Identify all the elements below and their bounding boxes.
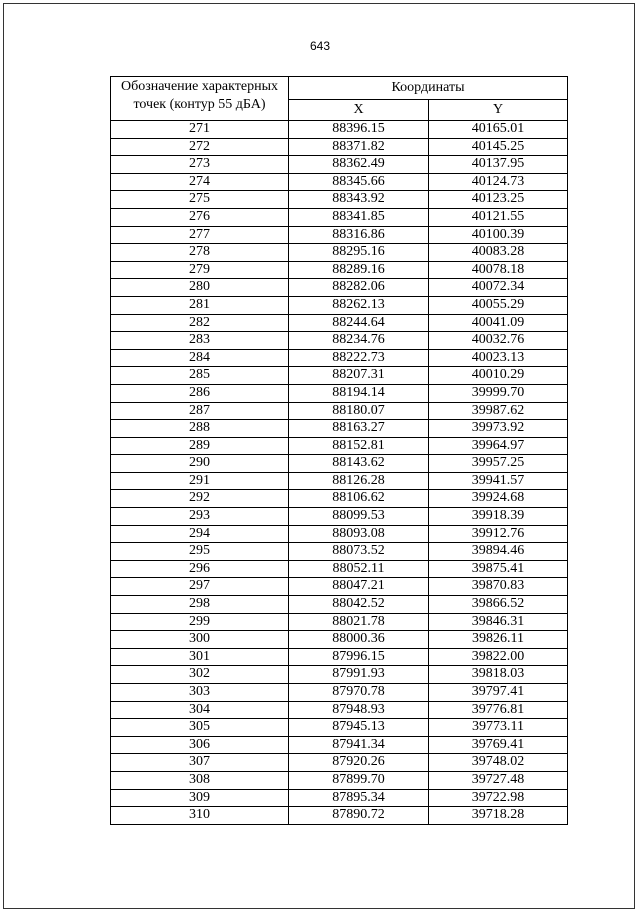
y-coordinate-cell: 40078.18 <box>429 261 568 279</box>
x-coordinate-cell: 88207.31 <box>289 367 429 385</box>
table-row <box>111 191 568 209</box>
y-coordinate-cell: 39822.00 <box>429 648 568 666</box>
point-id-cell: 293 <box>111 508 289 526</box>
point-id-cell: 301 <box>111 648 289 666</box>
x-coordinate-cell: 88000.36 <box>289 631 429 649</box>
point-id-cell: 274 <box>111 173 289 191</box>
x-coordinate-cell: 88073.52 <box>289 543 429 561</box>
table-row <box>111 789 568 807</box>
x-header: X <box>289 100 429 121</box>
table-row <box>111 807 568 825</box>
point-id-cell: 310 <box>111 807 289 825</box>
x-coordinate-cell: 87996.15 <box>289 648 429 666</box>
y-coordinate-cell: 39748.02 <box>429 754 568 772</box>
point-id-cell: 279 <box>111 261 289 279</box>
coordinates-table <box>110 76 568 825</box>
y-coordinate-cell: 39918.39 <box>429 508 568 526</box>
x-coordinate-cell: 88396.15 <box>289 121 429 139</box>
table-row <box>111 596 568 614</box>
y-coordinate-cell: 39870.83 <box>429 578 568 596</box>
point-id-cell: 299 <box>111 613 289 631</box>
table-row <box>111 736 568 754</box>
point-id-cell: 302 <box>111 666 289 684</box>
point-id-cell: 298 <box>111 596 289 614</box>
point-id-cell: 305 <box>111 719 289 737</box>
table-row <box>111 578 568 596</box>
x-coordinate-cell: 88047.21 <box>289 578 429 596</box>
point-id-cell: 273 <box>111 156 289 174</box>
table-row <box>111 472 568 490</box>
point-id-cell: 303 <box>111 684 289 702</box>
point-id-cell: 291 <box>111 472 289 490</box>
x-coordinate-cell: 88343.92 <box>289 191 429 209</box>
table-row <box>111 648 568 666</box>
y-coordinate-cell: 39924.68 <box>429 490 568 508</box>
x-coordinate-cell: 88362.49 <box>289 156 429 174</box>
table-row <box>111 314 568 332</box>
table-row <box>111 261 568 279</box>
table-row <box>111 332 568 350</box>
x-coordinate-cell: 87991.93 <box>289 666 429 684</box>
point-id-cell: 306 <box>111 736 289 754</box>
x-coordinate-cell: 88345.66 <box>289 173 429 191</box>
x-coordinate-cell: 87895.34 <box>289 789 429 807</box>
x-coordinate-cell: 88282.06 <box>289 279 429 297</box>
x-coordinate-cell: 88180.07 <box>289 402 429 420</box>
y-coordinate-cell: 39846.31 <box>429 613 568 631</box>
point-id-cell: 297 <box>111 578 289 596</box>
point-id-cell: 304 <box>111 701 289 719</box>
table-row <box>111 208 568 226</box>
x-coordinate-cell: 88106.62 <box>289 490 429 508</box>
x-coordinate-cell: 88143.62 <box>289 455 429 473</box>
point-id-cell: 289 <box>111 437 289 455</box>
x-coordinate-cell: 87899.70 <box>289 771 429 789</box>
table-row <box>111 560 568 578</box>
y-coordinate-cell: 39818.03 <box>429 666 568 684</box>
point-id-cell: 292 <box>111 490 289 508</box>
x-coordinate-cell: 88042.52 <box>289 596 429 614</box>
point-label-header: Обозначение характерных точек (контур 55 дБА) <box>111 77 289 121</box>
table-row <box>111 402 568 420</box>
x-coordinate-cell: 88021.78 <box>289 613 429 631</box>
table-row <box>111 701 568 719</box>
x-coordinate-cell: 88289.16 <box>289 261 429 279</box>
point-id-cell: 307 <box>111 754 289 772</box>
coordinates-header: Координаты <box>289 77 568 100</box>
x-coordinate-cell: 88316.86 <box>289 226 429 244</box>
table-row <box>111 279 568 297</box>
y-header: Y <box>429 100 568 121</box>
y-coordinate-cell: 39973.92 <box>429 420 568 438</box>
y-coordinate-cell: 40041.09 <box>429 314 568 332</box>
y-coordinate-cell: 40072.34 <box>429 279 568 297</box>
y-coordinate-cell: 39826.11 <box>429 631 568 649</box>
x-coordinate-cell: 88152.81 <box>289 437 429 455</box>
table-row <box>111 684 568 702</box>
y-coordinate-cell: 39773.11 <box>429 719 568 737</box>
point-id-cell: 300 <box>111 631 289 649</box>
y-coordinate-cell: 40010.29 <box>429 367 568 385</box>
x-coordinate-cell: 88234.76 <box>289 332 429 350</box>
point-id-cell: 285 <box>111 367 289 385</box>
x-coordinate-cell: 87941.34 <box>289 736 429 754</box>
x-coordinate-cell: 88244.64 <box>289 314 429 332</box>
x-coordinate-cell: 87948.93 <box>289 701 429 719</box>
x-coordinate-cell: 88341.85 <box>289 208 429 226</box>
table-row <box>111 367 568 385</box>
y-coordinate-cell: 39722.98 <box>429 789 568 807</box>
table-row <box>111 525 568 543</box>
table-row <box>111 666 568 684</box>
table-row <box>111 771 568 789</box>
y-coordinate-cell: 39727.48 <box>429 771 568 789</box>
y-coordinate-cell: 40123.25 <box>429 191 568 209</box>
point-id-cell: 286 <box>111 384 289 402</box>
point-id-cell: 278 <box>111 244 289 262</box>
y-coordinate-cell: 40165.01 <box>429 121 568 139</box>
point-id-cell: 290 <box>111 455 289 473</box>
x-coordinate-cell: 87890.72 <box>289 807 429 825</box>
y-coordinate-cell: 39957.25 <box>429 455 568 473</box>
x-coordinate-cell: 88222.73 <box>289 349 429 367</box>
y-coordinate-cell: 40124.73 <box>429 173 568 191</box>
y-coordinate-cell: 39964.97 <box>429 437 568 455</box>
x-coordinate-cell: 88262.13 <box>289 296 429 314</box>
table-row <box>111 244 568 262</box>
y-coordinate-cell: 39866.52 <box>429 596 568 614</box>
point-id-cell: 276 <box>111 208 289 226</box>
y-coordinate-cell: 39776.81 <box>429 701 568 719</box>
table-row <box>111 719 568 737</box>
point-id-cell: 294 <box>111 525 289 543</box>
x-coordinate-cell: 87920.26 <box>289 754 429 772</box>
y-coordinate-cell: 40100.39 <box>429 226 568 244</box>
y-coordinate-cell: 40032.76 <box>429 332 568 350</box>
point-id-cell: 296 <box>111 560 289 578</box>
y-coordinate-cell: 39912.76 <box>429 525 568 543</box>
y-coordinate-cell: 39987.62 <box>429 402 568 420</box>
table-row <box>111 296 568 314</box>
point-id-cell: 275 <box>111 191 289 209</box>
y-coordinate-cell: 39797.41 <box>429 684 568 702</box>
y-coordinate-cell: 39718.28 <box>429 807 568 825</box>
table-row <box>111 631 568 649</box>
x-coordinate-cell: 88099.53 <box>289 508 429 526</box>
table-row <box>111 508 568 526</box>
point-id-cell: 280 <box>111 279 289 297</box>
y-coordinate-cell: 39999.70 <box>429 384 568 402</box>
y-coordinate-cell: 39769.41 <box>429 736 568 754</box>
table-row <box>111 138 568 156</box>
point-id-cell: 287 <box>111 402 289 420</box>
y-coordinate-cell: 39941.57 <box>429 472 568 490</box>
point-id-cell: 281 <box>111 296 289 314</box>
point-id-cell: 288 <box>111 420 289 438</box>
point-id-cell: 283 <box>111 332 289 350</box>
table-row <box>111 754 568 772</box>
y-coordinate-cell: 39875.41 <box>429 560 568 578</box>
x-coordinate-cell: 88126.28 <box>289 472 429 490</box>
y-coordinate-cell: 39894.46 <box>429 543 568 561</box>
x-coordinate-cell: 88371.82 <box>289 138 429 156</box>
y-coordinate-cell: 40083.28 <box>429 244 568 262</box>
table-row <box>111 437 568 455</box>
table-row <box>111 226 568 244</box>
table-row <box>111 173 568 191</box>
point-id-cell: 308 <box>111 771 289 789</box>
x-coordinate-cell: 88194.14 <box>289 384 429 402</box>
page-number: 643 <box>309 39 331 53</box>
x-coordinate-cell: 87970.78 <box>289 684 429 702</box>
x-coordinate-cell: 88093.08 <box>289 525 429 543</box>
point-id-cell: 309 <box>111 789 289 807</box>
table-row <box>111 420 568 438</box>
table-row <box>111 349 568 367</box>
point-id-cell: 282 <box>111 314 289 332</box>
y-coordinate-cell: 40121.55 <box>429 208 568 226</box>
table-row <box>111 384 568 402</box>
table-body <box>111 121 568 825</box>
point-id-cell: 295 <box>111 543 289 561</box>
y-coordinate-cell: 40055.29 <box>429 296 568 314</box>
header-row-top <box>111 77 568 100</box>
table-row <box>111 156 568 174</box>
table-row <box>111 613 568 631</box>
table-row <box>111 543 568 561</box>
x-coordinate-cell: 88052.11 <box>289 560 429 578</box>
x-coordinate-cell: 87945.13 <box>289 719 429 737</box>
y-coordinate-cell: 40137.95 <box>429 156 568 174</box>
x-coordinate-cell: 88295.16 <box>289 244 429 262</box>
x-coordinate-cell: 88163.27 <box>289 420 429 438</box>
point-id-cell: 271 <box>111 121 289 139</box>
table-row <box>111 490 568 508</box>
point-id-cell: 277 <box>111 226 289 244</box>
y-coordinate-cell: 40145.25 <box>429 138 568 156</box>
y-coordinate-cell: 40023.13 <box>429 349 568 367</box>
table-row <box>111 455 568 473</box>
point-id-cell: 284 <box>111 349 289 367</box>
table-row <box>111 121 568 139</box>
point-id-cell: 272 <box>111 138 289 156</box>
